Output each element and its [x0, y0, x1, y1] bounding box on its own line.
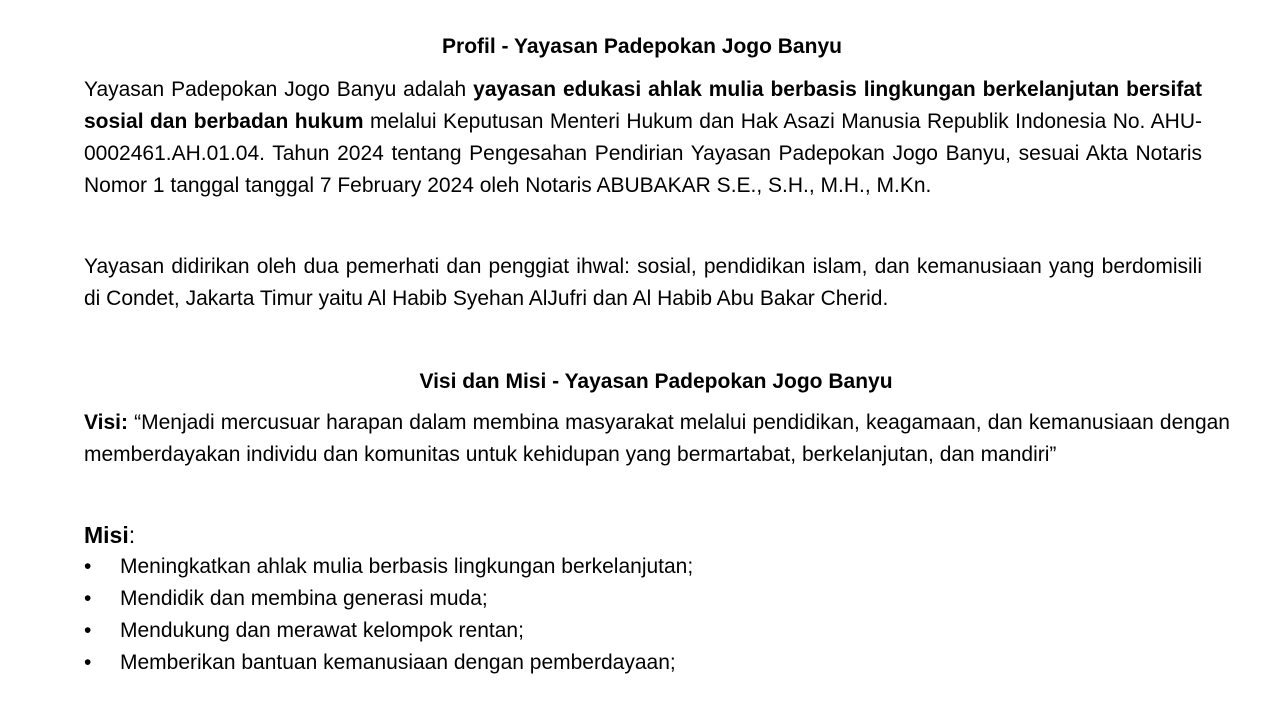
profil-paragraph-1-intro: Yayasan Padepokan Jogo Banyu adalah — [84, 78, 474, 101]
bullet-icon: • — [84, 555, 92, 578]
misi-colon: : — [128, 522, 136, 548]
visi-label: Visi: — [84, 411, 128, 434]
visi-text: “Menjadi mercusuar harapan dalam membina masyarakat melalui pendidikan, keagamaan, dan kemanusiaan dengan memberdayakan individu dan komunitas untuk kehidupan yang bermartabat, berkelanjutan, dan mandiri” — [84, 411, 1230, 466]
misi-list-item — [84, 583, 1230, 615]
bullet-icon: • — [84, 651, 92, 674]
misi-label: Misi — [84, 522, 129, 548]
profil-paragraph-2: Yayasan didirikan oleh dua pemerhati dan penggiat ihwal: sosial, pendidikan islam, dan kemanusiaan yang berdomisili di Condet, Jakarta Timur yaitu Al Habib Syehan AlJufri dan Al Habib Abu Bakar Cherid. — [84, 255, 1202, 310]
bullet-icon: • — [84, 619, 92, 642]
misi-list-item — [84, 615, 1230, 647]
misi-list — [84, 551, 1230, 679]
profil-paragraph-1-rest: melalui Keputusan Menteri Hukum dan Hak Asazi Manusia Republik Indonesia No. AHU-0002461.AH.01.04. Tahun 2024 tentang Pengesahan Pendirian Yayasan Padepokan Jogo Banyu, sesuai Akta Notaris Nomor 1 tanggal tanggal 7 February 2024 oleh Notaris ABUBAKAR S.E., S.H., M.H., M.Kn. — [84, 110, 1202, 197]
misi-item-text: Mendidik dan membina generasi muda; — [120, 587, 488, 610]
profil-paragraph-1 — [84, 74, 1202, 202]
visi-paragraph — [84, 407, 1230, 471]
profil-title: Profil - Yayasan Padepokan Jogo Banyu — [442, 35, 842, 58]
misi-list-item — [84, 647, 1230, 679]
misi-list-item — [84, 551, 1230, 583]
profil-paragraph-1-bold: yayasan edukasi ahlak mulia berbasis lingkungan berkelanjutan bersifat sosial dan berbadan hukum — [84, 78, 1202, 133]
misi-item-text: Meningkatkan ahlak mulia berbasis lingkungan berkelanjutan; — [120, 555, 694, 578]
visi-misi-title: Visi dan Misi - Yayasan Padepokan Jogo Banyu — [419, 370, 893, 393]
misi-heading — [84, 519, 135, 551]
bullet-icon: • — [84, 587, 92, 610]
misi-item-text: Memberikan bantuan kemanusiaan dengan pemberdayaan; — [120, 651, 676, 674]
misi-item-text: Mendukung dan merawat kelompok rentan; — [120, 619, 524, 642]
